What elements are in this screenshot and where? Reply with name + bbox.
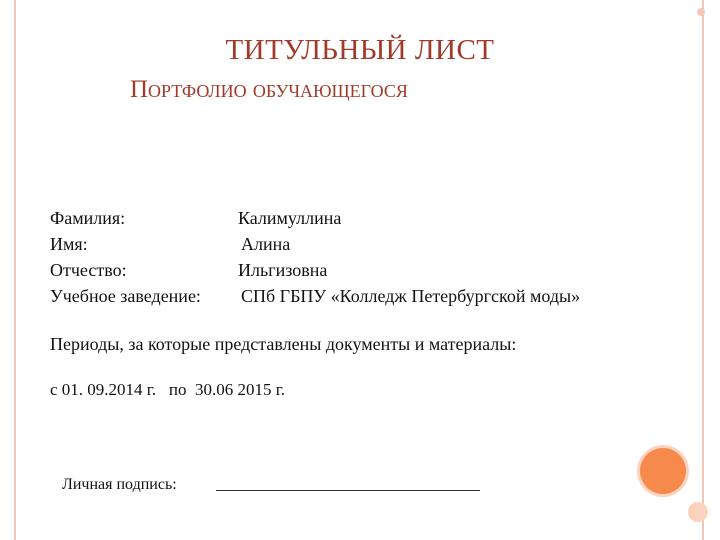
field-value-patronymic: Ильгизовна (238, 260, 328, 280)
field-label-institution: Учебное заведение: (50, 286, 201, 306)
field-label-patronymic: Отчество: (50, 260, 127, 280)
page-title: ТИТУЛЬНЫЙ ЛИСТ (225, 34, 495, 66)
field-value-surname: Калимуллина (238, 208, 342, 228)
period-dates: с 01. 09.2014 г. по 30.06 2015 г. (50, 380, 286, 399)
decorative-circle-large (640, 448, 686, 494)
decorative-dot (697, 8, 705, 16)
field-value-name: Алина (241, 234, 291, 254)
field-value-institution: СПб ГБПУ «Колледж Петербургской моды» (241, 286, 581, 306)
decorative-circle-small (688, 502, 708, 522)
field-label-surname: Фамилия: (50, 208, 126, 228)
signature-label: Личная подпись: (62, 476, 177, 493)
field-label-name: Имя: (50, 234, 88, 254)
signature-line (216, 490, 480, 491)
page-subtitle: Портфолио обучающегося (130, 76, 408, 103)
periods-label: Периоды, за которые представлены документы и материалы: (50, 334, 517, 354)
